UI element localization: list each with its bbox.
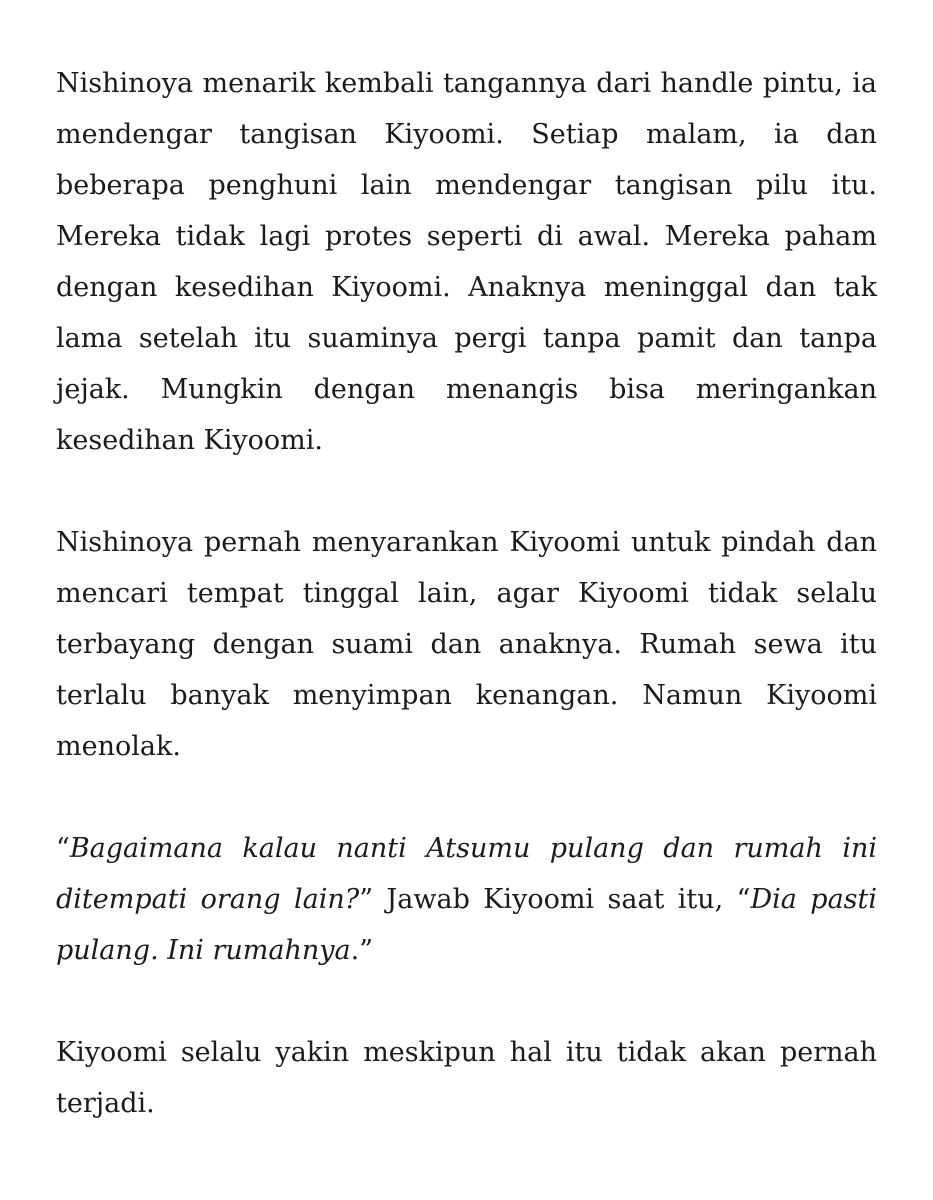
paragraph-1 [56,58,877,466]
dialogue-line-2: Dia pasti pulang. Ini rumahnya [56,884,878,966]
dialogue-narration: ” Jawab Kiyoomi saat itu, “ [359,884,751,915]
paragraph-2-text: Nishinoya pernah menyarankan Kiyoomi untuk pindah dan mencari tempat tinggal lain, agar Kiyoomi tidak selalu terbayang dengan suami dan anaknya. Rumah sewa itu terlalu banyak menyimpan kenangan. Namun Kiyoomi menolak. [56,527,877,762]
paragraph-2 [56,517,877,772]
paragraph-4 [56,1027,877,1129]
opening-quote: “ [56,833,70,864]
paragraph-1-text: Nishinoya menarik kembali tangannya dari handle pintu, ia mendengar tangisan Kiyoomi. Setiap malam, ia dan beberapa penghuni lain mendengar tangisan pilu itu. Mereka tidak lagi protes seperti di awal. Mereka paham dengan kesedihan Kiyoomi. Anaknya meninggal dan tak lama setelah itu suaminya pergi tanpa pamit dan tanpa jejak. Mungkin dengan menangis bisa meringankan kesedihan Kiyoomi. [56,68,877,456]
paragraph-4-text: Kiyoomi selalu yakin meskipun hal itu tidak akan pernah terjadi. [56,1037,877,1119]
dialogue-line-1: Bagaimana kalau nanti Atsumu pulang dan rumah ini ditempati orang lain? [56,833,877,915]
paragraph-3-dialogue [56,823,877,976]
closing-quote: .” [350,935,374,966]
